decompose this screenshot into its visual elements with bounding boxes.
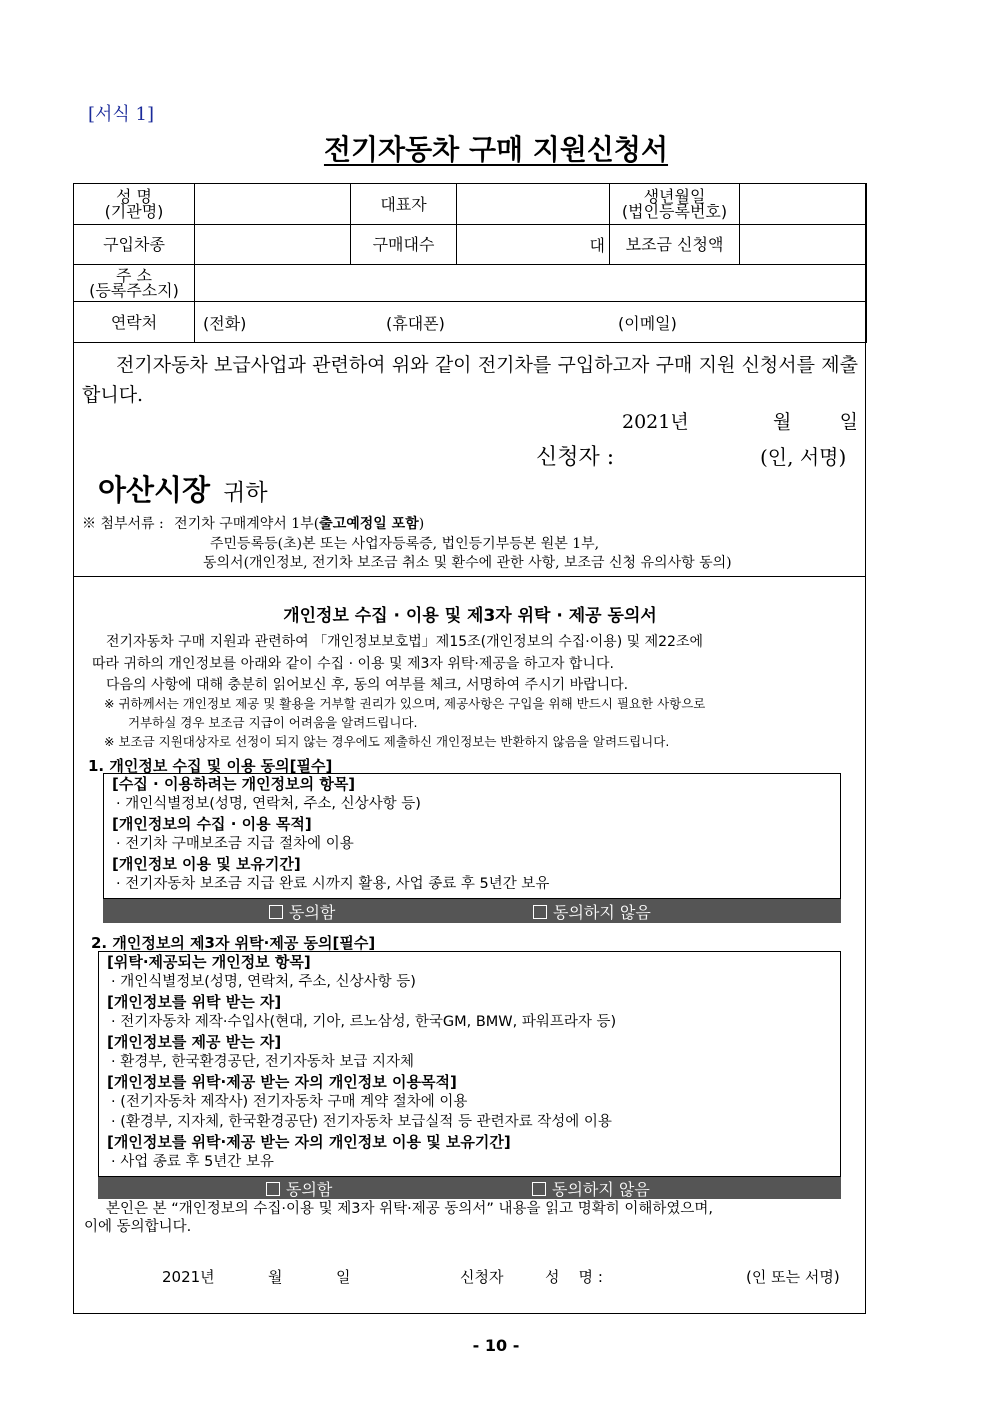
consent-note-1: ※ 귀하께서는 개인정보 제공 및 활용을 거부할 권리가 있으며, 제공사항은 구입을 위해 반드시 필요한 사항으로 — [104, 696, 706, 711]
checkbox-icon[interactable] — [266, 1182, 280, 1196]
section2-item-3: · 환경부, 한국환경공단, 전기자동차 보급 지자체 — [111, 1054, 415, 1070]
sign-name-label: 성 명 : — [545, 1268, 603, 1286]
section2-item-2: · 전기자동차 제작·수입사(현대, 기아, 르노삼성, 한국GM, BMW, 파워프라자 등) — [111, 1014, 617, 1030]
section1-heading-3: [개인정보 이용 및 보유기간] — [112, 855, 301, 873]
sign-applicant-label: 신청자 — [460, 1268, 504, 1286]
contact-field[interactable] — [195, 302, 867, 343]
consent-intro-3: 다음의 사항에 대해 충분히 읽어보신 후, 동의 여부를 체크, 서명하여 주시기 바랍니다. — [106, 677, 629, 693]
section2-agree-option[interactable]: 동의함 — [266, 1177, 332, 1200]
section1-item-2: · 전기차 구매보조금 지급 절차에 이용 — [116, 836, 354, 852]
section2-item-4b: · (환경부, 지자체, 한국환경공단) 전기자동차 보급실적 등 관련자료 작성에 이용 — [111, 1114, 612, 1130]
attachment-line-1: ※ 첨부서류 : 전기차 구매계약서 1부(출고예정일 포함) — [82, 516, 425, 532]
page-number: - 10 - — [472, 1336, 520, 1355]
checkbox-icon[interactable] — [532, 1182, 546, 1196]
section1-item-3: · 전기자동차 보조금 지급 완료 시까지 활용, 사업 종료 후 5년간 보유 — [116, 876, 550, 892]
recipient: 아산시장 귀하 — [98, 473, 268, 507]
consent-title: 개인정보 수집 · 이용 및 제3자 위탁 · 제공 동의서 — [283, 606, 657, 626]
section2-item-4a: · (전기자동차 제작사) 전기자동차 구매 계약 절차에 이용 — [111, 1094, 468, 1110]
address-label: 주 소 (등록주소지) — [74, 265, 195, 302]
vehicle-field[interactable] — [195, 225, 351, 265]
signature-line — [0, 1266, 992, 1286]
phone-label: (전화) — [203, 313, 247, 333]
section1-disagree-option[interactable]: 동의하지 않음 — [533, 900, 651, 923]
birthdate-field[interactable] — [740, 184, 867, 225]
name-field[interactable] — [195, 184, 351, 225]
section1-box — [103, 773, 841, 899]
confirm-text-1: 본인은 본 “개인정보의 수집·이용 및 제3자 위탁·제공 동의서” 내용을 읽고 명확히 이해하였으며, — [106, 1201, 714, 1217]
checkbox-icon[interactable] — [533, 905, 547, 919]
section2-heading-3: [개인정보를 제공 받는 자] — [107, 1033, 282, 1051]
declaration-date: 2021년 월 일 — [622, 411, 858, 433]
sign-month: 월 — [268, 1268, 283, 1286]
declaration-text: 전기자동차 보급사업과 관련하여 위와 같이 전기차를 구입하고자 구매 지원 신청서를 제출합니다. — [82, 354, 858, 406]
quantity-field[interactable] — [457, 225, 610, 265]
seal-label: (인, 서명) — [760, 445, 847, 469]
section2-heading-1: [위탁·제공되는 개인정보 항목] — [107, 953, 311, 971]
mobile-label: (휴대폰) — [386, 313, 445, 333]
subsidy-label: 보조금 신청액 — [610, 225, 740, 265]
section2-heading-2: [개인정보를 위탁 받는 자] — [107, 993, 282, 1011]
section1-agree-option[interactable]: 동의함 — [269, 900, 335, 923]
address-field[interactable] — [195, 265, 867, 302]
section2-heading-4: [개인정보를 위탁·제공 받는 자의 개인정보 이용목적] — [107, 1073, 457, 1091]
section2-consent-bar — [98, 1177, 841, 1199]
name-label: 성 명 (기관명) — [74, 184, 195, 225]
section2-title: 2. 개인정보의 제3자 위탁·제공 동의[필수] — [91, 934, 376, 952]
sign-day: 일 — [336, 1268, 351, 1286]
subsidy-field[interactable] — [740, 225, 867, 265]
section1-consent-bar — [103, 899, 841, 923]
quantity-unit: 대 — [589, 236, 605, 255]
section2-item-5: · 사업 종료 후 5년간 보유 — [111, 1154, 274, 1170]
birthdate-label: 생년월일 (법인등록번호) — [610, 184, 740, 225]
section2-box — [98, 951, 841, 1177]
applicant-info-table — [73, 183, 867, 343]
email-label: (이메일) — [618, 313, 677, 333]
page-title: 전기자동차 구매 지원신청서 — [323, 133, 669, 166]
section1-heading-1: [수집 · 이용하려는 개인정보의 항목] — [112, 775, 356, 793]
attachment-line-3: 동의서(개인정보, 전기차 보조금 취소 및 환수에 관한 사항, 보조금 신청 유의사항 동의) — [203, 555, 732, 571]
form-label: [서식 1] — [88, 104, 154, 125]
contact-label: 연락처 — [74, 302, 195, 343]
attachment-line-2: 주민등록등(초)본 또는 사업자등록증, 법인등기부등본 원본 1부, — [210, 536, 600, 552]
section1-title: 1. 개인정보 수집 및 이용 동의[필수] — [88, 757, 333, 775]
quantity-label: 구매대수 — [351, 225, 457, 265]
vehicle-label: 구입차종 — [74, 225, 195, 265]
section1-item-1: · 개인식별정보(성명, 연락처, 주소, 신상사항 등) — [116, 796, 421, 812]
consent-intro-1: 전기자동차 구매 지원과 관련하여 「개인정보보호법」제15조(개인정보의 수집·이용) 및 제22조에 — [106, 634, 704, 650]
section2-disagree-option[interactable]: 동의하지 않음 — [532, 1177, 650, 1200]
section2-heading-5: [개인정보를 위탁·제공 받는 자의 개인정보 이용 및 보유기간] — [107, 1133, 511, 1151]
confirm-text-2: 이에 동의합니다. — [84, 1219, 192, 1235]
representative-field[interactable] — [457, 184, 610, 225]
checkbox-icon[interactable] — [269, 905, 283, 919]
section-divider — [73, 576, 866, 577]
section2-item-1: · 개인식별정보(성명, 연락처, 주소, 신상사항 등) — [111, 974, 416, 990]
applicant-label: 신청자 : — [536, 445, 615, 470]
section1-heading-2: [개인정보의 수집 · 이용 목적] — [112, 815, 312, 833]
sign-seal-label: (인 또는 서명) — [746, 1268, 840, 1286]
consent-note-1b: 거부하실 경우 보조금 지급이 어려움을 알려드립니다. — [128, 715, 418, 730]
consent-note-2: ※ 보조금 지원대상자로 선정이 되지 않는 경우에도 제출하신 개인정보는 반환하지 않음을 알려드립니다. — [104, 734, 670, 749]
representative-label: 대표자 — [351, 184, 457, 225]
sign-year: 2021년 — [162, 1268, 215, 1286]
consent-intro-2: 따라 귀하의 개인정보를 아래와 같이 수집 · 이용 및 제3자 위탁·제공을 하고자 합니다. — [92, 656, 614, 672]
